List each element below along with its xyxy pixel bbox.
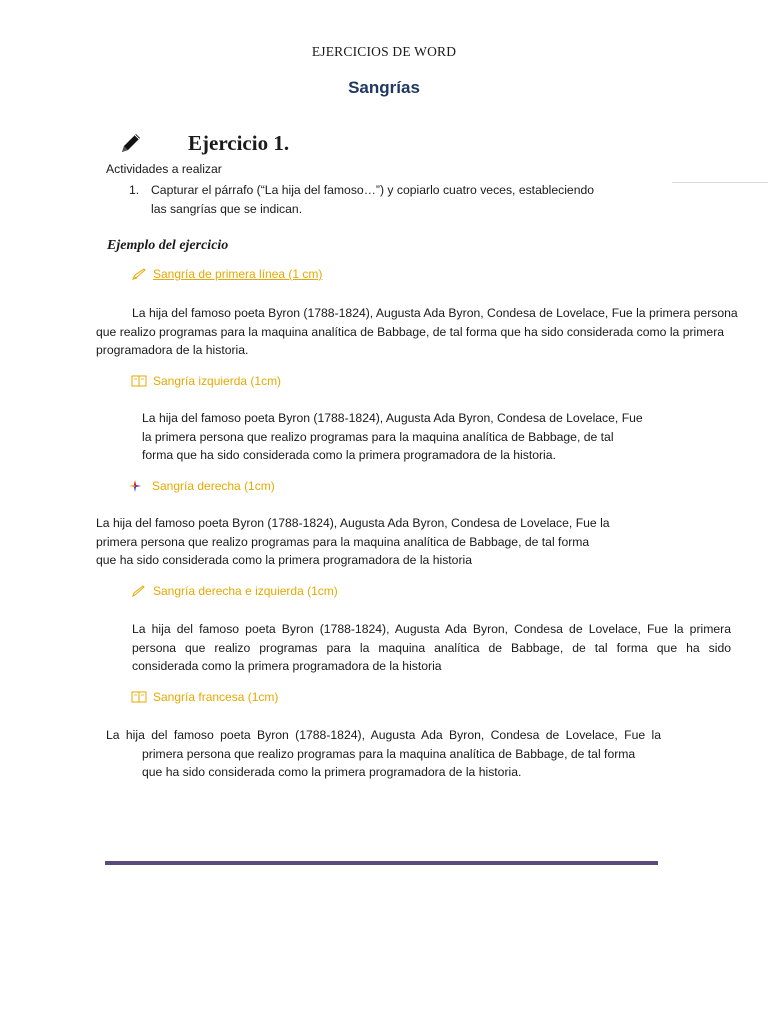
paragraph-left-indent: [142, 409, 662, 465]
running-header: EJERCICIOS DE WORD: [311, 44, 457, 59]
paragraph-first-line-indent: [96, 304, 768, 360]
section-label-first-line: [131, 267, 322, 281]
activities-label: Actividades a realizar: [106, 162, 222, 176]
section-label-text: Sangría izquierda (1cm): [153, 374, 282, 388]
paragraph-line: La hija del famoso poeta Byron (1788-1824), Augusta Ada Byron, Condesa de Lovelace, Fue la primera: [132, 622, 731, 636]
example-heading: Ejemplo del ejercicio: [107, 238, 229, 253]
paragraph-hanging-indent: [106, 726, 661, 782]
section-label-text: Sangría de primera línea (1 cm): [153, 267, 323, 281]
paragraph-line: La hija del famoso poeta Byron (1788-1824), Augusta Ada Byron, Condesa de Lovelace, Fue la primera persona: [132, 306, 738, 320]
paragraph-line: persona que realizo programas para la maquina analítica de Babbage, de tal forma que ha sido: [132, 640, 731, 655]
page-title: Sangrías: [348, 78, 420, 97]
list-item: las sangrías que se indican.: [151, 202, 303, 216]
divider: [672, 182, 768, 183]
pen-icon: [131, 267, 147, 281]
paragraph-line: La hija del famoso poeta Byron (1788-1824), Augusta Ada Byron, Condesa de Lovelace, Fue la: [106, 728, 661, 742]
section-label-left: [131, 374, 281, 388]
paragraph-line: primera persona que realizo programas para la maquina analítica de Babbage, de tal forma: [142, 746, 636, 761]
paragraph-both-indent: [132, 620, 731, 676]
exercise-title: Ejercicio 1.: [188, 131, 290, 155]
book-icon: [131, 374, 147, 388]
section-label-text: Sangría derecha (1cm): [152, 479, 275, 493]
color-star-icon: [128, 479, 142, 493]
paragraph-line: considerada como la primera programadora de la historia: [132, 659, 442, 674]
paragraph-line: que realizo programas para la maquina analítica de Babbage, de tal forma que ha sido considerada como la primera: [96, 324, 725, 339]
book-icon: [131, 690, 147, 704]
paragraph-line: la primera persona que realizo programas para la maquina analítica de Babbage, de tal: [142, 429, 614, 444]
paragraph-line: forma que ha sido considerada como la primera programadora de la historia.: [142, 448, 556, 463]
pencil-icon: [131, 584, 147, 598]
paragraph-line: programadora de la historia.: [96, 343, 249, 358]
section-label-right: [128, 479, 275, 493]
paragraph-right-indent: [96, 514, 636, 570]
pencil-icon: [118, 130, 144, 156]
paragraph-line: La hija del famoso poeta Byron (1788-1824), Augusta Ada Byron, Condesa de Lovelace, Fue: [142, 411, 643, 425]
list-item: Capturar el párrafo (“La hija del famoso…”) y copiarlo cuatro veces, estableciendo: [151, 183, 595, 197]
paragraph-line: que ha sido considerada como la primera programadora de la historia.: [142, 765, 522, 780]
separator-bar: [105, 861, 658, 865]
paragraph-line: La hija del famoso poeta Byron (1788-1824), Augusta Ada Byron, Condesa de Lovelace, Fue la: [96, 516, 610, 530]
section-label-hanging: [131, 690, 278, 704]
list-item-number: 1.: [129, 183, 140, 197]
paragraph-line: que ha sido considerada como la primera programadora de la historia: [96, 553, 472, 568]
paragraph-line: primera persona que realizo programas para la maquina analítica de Babbage, de tal forma: [96, 534, 590, 549]
section-label-text: Sangría francesa (1cm): [153, 690, 279, 704]
section-label-both: [131, 584, 338, 598]
section-label-text: Sangría derecha e izquierda (1cm): [153, 584, 338, 598]
